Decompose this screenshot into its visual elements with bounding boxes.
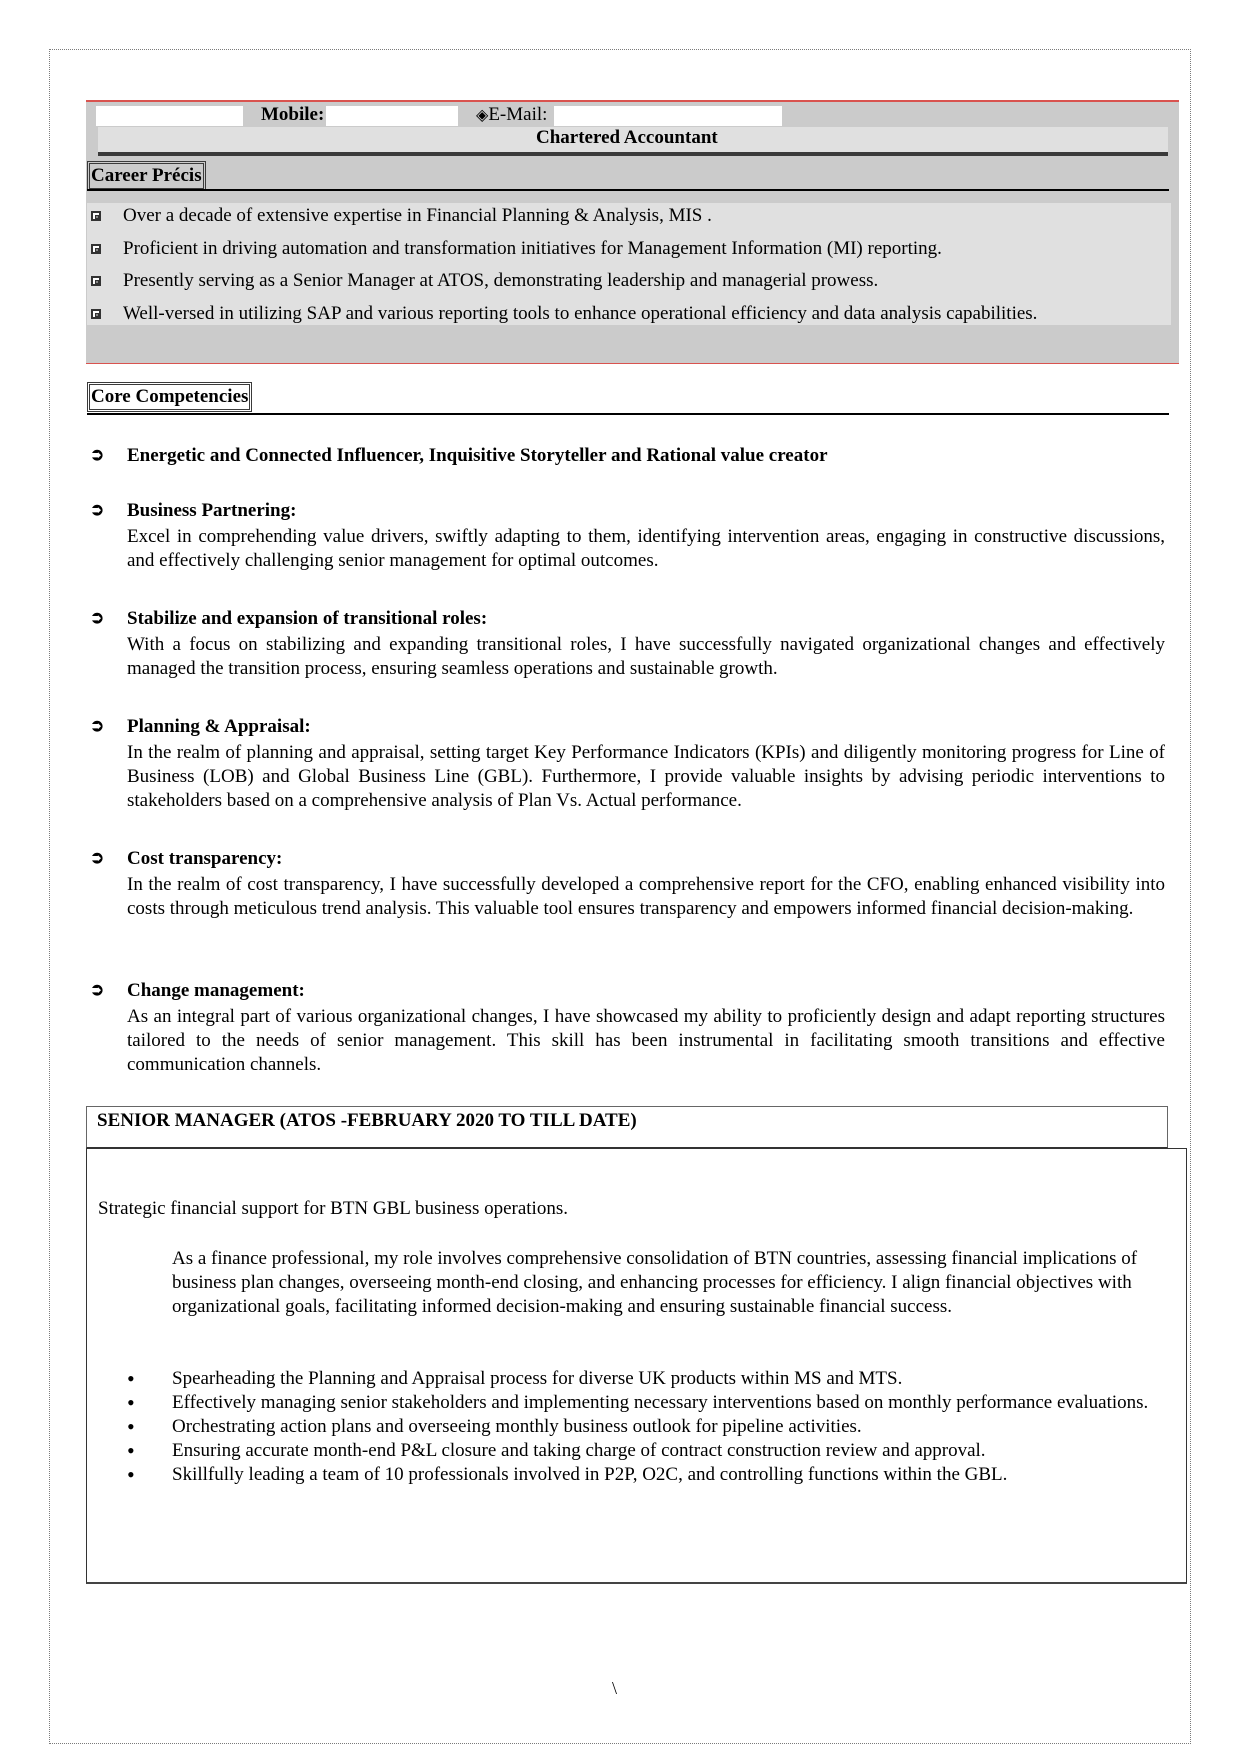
- experience-title: SENIOR MANAGER (ATOS -FEBRUARY 2020 TO TILL DATE): [97, 1110, 637, 1131]
- experience-summary: As a finance professional, my role involves comprehensive consolidation of BTN countries, assessing financial implications of business plan changes, overseeing month-end closing, and enhancing processes for efficiency. I align financial objectives with organizational goals, facilitating informed decision-making and ensuring sustainable financial success.: [172, 1248, 1138, 1317]
- precis-item-text: Well-versed in utilizing SAP and various reporting tools to enhance operational efficiency and data analysis capabilities.: [123, 303, 1038, 324]
- competency-body: Excel in comprehending value drivers, swiftly adapting to them, identifying intervention areas, engaging in constructive discussions, and effectively challenging senior management for optimal outcomes.: [127, 526, 1165, 571]
- precis-item: [87, 205, 1171, 235]
- precis-item: [87, 303, 1171, 333]
- mobile-redacted-field: [326, 106, 458, 126]
- career-precis-title: Career Précis: [87, 161, 206, 191]
- profession-bar: [98, 127, 1168, 156]
- experience-bullet: • Skillfully leading a team of 10 professionals involved in P2P, O2C, and controlling functions within the GBL.: [127, 1463, 1167, 1487]
- arrow-bullet-icon: ➲: [90, 500, 105, 519]
- arrow-bullet-icon: ➲: [90, 980, 105, 999]
- experience-bullets: [127, 1367, 1167, 1487]
- experience-bullet: • Effectively managing senior stakeholders and implementing necessary interventions based on monthly performance evaluations.: [127, 1391, 1167, 1415]
- arrow-bullet-icon: ➲: [90, 848, 105, 867]
- email-redacted-field: [554, 106, 782, 126]
- precis-item-text: Over a decade of extensive expertise in Financial Planning & Analysis, MIS .: [123, 205, 712, 226]
- career-precis-rule: [87, 189, 1169, 191]
- square-bullet-icon: [91, 309, 101, 319]
- precis-item: [87, 238, 1171, 268]
- core-competencies-rule: [87, 413, 1169, 415]
- square-bullet-icon: [91, 211, 101, 221]
- mobile-label: Mobile:: [261, 104, 325, 125]
- experience-lead: Strategic financial support for BTN GBL business operations.: [98, 1198, 568, 1219]
- competency-heading: Change management:: [127, 980, 305, 1001]
- precis-item-text: Proficient in driving automation and transformation initiatives for Management Information (MI) reporting.: [123, 238, 942, 259]
- experience-bullet: • Spearheading the Planning and Appraisal process for diverse UK products within MS and MTS.: [127, 1367, 1167, 1391]
- precis-item-text: Presently serving as a Senior Manager at ATOS, demonstrating leadership and managerial prowess.: [123, 270, 879, 291]
- email-label-group: [476, 104, 547, 126]
- competency-body: In the realm of planning and appraisal, setting target Key Performance Indicators (KPIs) and diligently monitoring progress for Line of Business (LOB) and Global Business Line (GBL). Furthermore, I provide valuable insights by advising periodic interventions to stakeholders based on a comprehensive analysis of Plan Vs. Actual performance.: [127, 742, 1165, 811]
- competency-body: As an integral part of various organizational changes, I have showcased my ability to proficiently design and adapt reporting structures tailored to the needs of senior management. This skill has been instrumental in facilitating smooth transitions and effective communication channels.: [127, 1006, 1165, 1075]
- diamond-dot-icon: ◈: [476, 107, 489, 124]
- header-block: [86, 100, 1179, 363]
- profession-title: Chartered Accountant: [536, 127, 718, 148]
- email-label: E-Mail:: [488, 104, 548, 125]
- experience-bullet: • Orchestrating action plans and overseeing monthly business outlook for pipeline activities.: [127, 1415, 1167, 1439]
- experience-bullet: • Ensuring accurate month-end P&L closure and taking charge of contract construction review and approval.: [127, 1439, 1167, 1463]
- core-competencies-title: Core Competencies: [87, 382, 252, 412]
- arrow-bullet-icon: ➲: [90, 716, 105, 735]
- competency-heading: Business Partnering:: [127, 500, 297, 521]
- experience-box: [86, 1148, 1187, 1584]
- competency-heading: Planning & Appraisal:: [127, 716, 311, 737]
- experience-header: [86, 1106, 1168, 1148]
- competency-heading: Energetic and Connected Influencer, Inquisitive Storyteller and Rational value creator: [127, 445, 828, 466]
- precis-item: [87, 270, 1171, 300]
- name-redacted-field: [96, 106, 243, 126]
- square-bullet-icon: [91, 244, 101, 254]
- competency-heading: Cost transparency:: [127, 848, 283, 869]
- header-bottom-rule: [86, 363, 1179, 364]
- contact-row: [96, 106, 1156, 126]
- footer-mark: \: [612, 1678, 618, 1698]
- competency-heading: Stabilize and expansion of transitional roles:: [127, 608, 488, 629]
- square-bullet-icon: [91, 276, 101, 286]
- arrow-bullet-icon: ➲: [90, 608, 105, 627]
- competency-body: In the realm of cost transparency, I have successfully developed a comprehensive report for the CFO, enabling enhanced visibility into costs through meticulous trend analysis. This valuable tool ensures transparency and empowers informed financial decision-making.: [127, 874, 1165, 919]
- arrow-bullet-icon: ➲: [90, 445, 105, 464]
- competency-body: With a focus on stabilizing and expanding transitional roles, I have successfully navigated organizational changes and effectively managed the transition process, ensuring seamless operations and sustainable growth.: [127, 634, 1165, 679]
- career-precis-list: [87, 203, 1171, 325]
